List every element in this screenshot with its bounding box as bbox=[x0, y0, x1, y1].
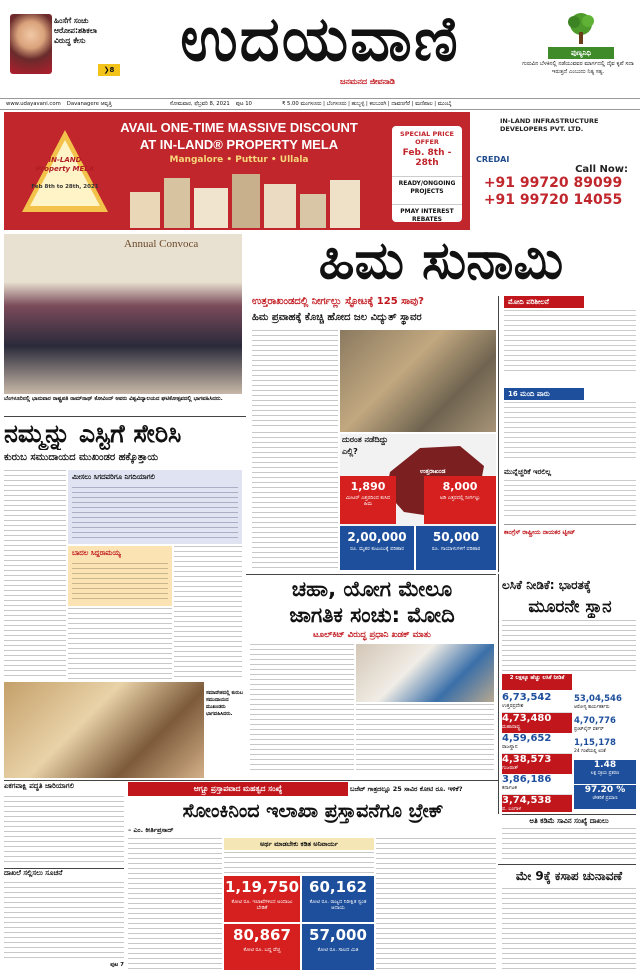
call-label: Call Now: bbox=[575, 164, 628, 175]
vaccine-state-row: 6,73,542 ಉತ್ತರಪ್ರದೇಶ bbox=[502, 692, 572, 713]
phone-2[interactable]: +91 99720 14055 bbox=[483, 192, 623, 208]
info-bar bbox=[0, 98, 640, 110]
special-offer-box bbox=[390, 124, 464, 224]
special-title: SPECIAL PRICE OFFER bbox=[400, 130, 454, 146]
teaser-text[interactable]: ಹಿಂಸೆಗೆ ಸಂಚು ಆರೋಪ:ಶಶಿಕಲಾ ವಿರುದ್ಧ ಕೇಸು bbox=[54, 16, 98, 45]
right-quote: ಗುರುವಿನ ಬೆಳಕಿನಲ್ಲಿ ನಡೆಯುವವರ ಮಾರ್ಗದಲ್ಲಿ ದೈವ ಕೃಪೆ ಸದಾ ಇರುತ್ತದೆ ಎಂಬುದು ನಿತ್ಯ ಸತ್ಯ. bbox=[522, 61, 634, 75]
budget-fig-1 bbox=[224, 876, 300, 922]
masthead bbox=[0, 0, 640, 98]
vaccine-body bbox=[502, 620, 636, 672]
stat-value-4: 50,000 bbox=[432, 530, 480, 544]
ad-badge-text: IN-LAND Property MELA bbox=[35, 156, 95, 173]
budget-fig-value: 60,162 bbox=[309, 878, 367, 896]
budget-fig-value: 1,19,750 bbox=[224, 878, 300, 896]
website-link[interactable]: www.udayavani.com bbox=[6, 101, 61, 107]
main-sub1: ಉತ್ತರಾಖಂಡದಲ್ಲಿ ನೀರ್ಗಲ್ಲು ಸ್ಫೋಟಕ್ಕೆ 125 ಸಾವು? bbox=[252, 296, 424, 307]
side-body-3 bbox=[504, 480, 636, 520]
budget-fig-3 bbox=[224, 924, 300, 970]
stat-value-3: 2,00,000 bbox=[347, 530, 407, 544]
kuruba-box2 bbox=[68, 546, 172, 606]
vaccine-headline-1: ಲಸಿಕೆ ನೀಡಿಕೆ: ಭಾರತಕ್ಕೆ bbox=[502, 578, 591, 592]
main-body-col1b bbox=[252, 432, 338, 572]
kasapa-headline: ಮೇ 9ಕ್ಕೆ ಕಸಾಪ ಚುನಾವಣೆ bbox=[515, 869, 623, 883]
ad-badge-dates: Feb 8th to 28th, 2021 bbox=[31, 184, 99, 190]
budget-fig-label: ಕೋಟಿ ರೂ. ಇಲಾಖೆಗಳಿಂದ ಅಂದಾಜು ಬೇಡಿಕೆ bbox=[231, 899, 293, 911]
price-label: ₹ 5.00 ಮಂಗಳೂರು | ಬೆಂಗಳೂರು | ಹುಬ್ಬಳ್ಳಿ | ಕಲಬುರಗಿ | ದಾವಣಗೆರೆ | ಮಣಿಪಾಲ | ಮುಂಬೈ bbox=[281, 101, 452, 107]
right-brand: ಪುಣ್ಯನಿಧಿ bbox=[548, 47, 614, 59]
vaccine-state-row: 4,59,652 ರಾಜಸ್ಥಾನ bbox=[502, 733, 572, 754]
budget-tag: ಆಗ್ಟ್ರೂ ಪ್ರಸ್ತಾಪವಾದ ಮಹತ್ವದ ಸಂಖ್ಯೆ bbox=[128, 782, 348, 796]
side-title-2: 16 ಮಂದಿ ಪಾರು bbox=[504, 388, 584, 400]
main-body-col1 bbox=[252, 330, 338, 430]
kuruba-body-a bbox=[4, 470, 66, 680]
lead-photo-caption: ಬೆಂಗಳೂರಿನಲ್ಲಿ ಭಾನುವಾರ ರಾಷ್ಟ್ರಪತಿ ರಾಮ್‌ನಾಥ್ ಕೋವಿಂದ್ ಅವರು ವಿಶ್ವವಿದ್ಯಾಲಯದ ಘಟಿಕೋತ್ಸವದಲ್ಲಿ ಭಾಗವಹಿಸಿದರು. bbox=[4, 396, 223, 402]
map-question: ದುರಂತ ನಡೆದಿದ್ದು ಎಲ್ಲಿ? bbox=[342, 435, 388, 456]
stat-box-2 bbox=[424, 476, 496, 524]
left-bottom-body-2 bbox=[4, 882, 124, 962]
stat-value-1: 1,890 bbox=[350, 480, 386, 493]
left-bottom-title-2: ದಾಖಲೆ ಸಲ್ಲಿಸಲು ಸೂಚನೆ bbox=[4, 868, 124, 880]
kuruba-photo bbox=[4, 682, 204, 778]
lead-photo bbox=[4, 234, 242, 394]
vaccine-headline-2: ಮೂರನೇ ಸ್ಥಾನ bbox=[528, 597, 612, 617]
ad-company-box bbox=[470, 112, 636, 230]
kuruba-box bbox=[68, 470, 242, 544]
ad-buildings bbox=[124, 170, 364, 228]
vaccine-total: 97.20 % ಚೇತರಿಕೆ ಪ್ರಮಾಣ bbox=[574, 784, 636, 809]
budget-box-intro bbox=[224, 852, 374, 874]
tree-icon bbox=[566, 12, 596, 46]
stat-label-2: ಅಡಿ ಎತ್ತರದಲ್ಲಿ ನೀರ್ಗಲ್ಲು bbox=[439, 495, 481, 501]
side-body-2 bbox=[504, 402, 636, 462]
ad-headline-1: AVAIL ONE-TIME MASSIVE DISCOUNT bbox=[120, 120, 358, 135]
kuruba-subhead: ಕುರುಬ ಸಮುದಾಯದ ಮುಖಂಡರ ಹಕ್ಕೊತ್ತಾಯ bbox=[4, 452, 159, 463]
masthead-title: ಉದಯವಾಣಿ bbox=[180, 2, 460, 75]
side-title-1: ಮೋದಿ ಪರಿಶೀಲನೆ bbox=[504, 296, 584, 308]
teaser-page-badge: ❯8 bbox=[98, 64, 120, 76]
date-label: ಸೋಮವಾರ, ಫೆಬ್ರವರಿ 8, 2021 bbox=[169, 101, 230, 107]
main-headline: ಹಿಮ ಸುನಾಮಿ bbox=[318, 231, 564, 291]
budget-fig-4 bbox=[302, 924, 374, 970]
budget-fig-label: ಕೋಟಿ ರೂ. ರಾಜ್ಯದ ನಿರೀಕ್ಷಿತ ಸ್ವಂತ ಆದಾಯ bbox=[309, 899, 367, 911]
vaccine-note-title: ಅತಿ ಕಡಿಮೆ ಸಾವಿನ ಸಂಖ್ಯೆ ದಾಖಲು bbox=[502, 814, 636, 826]
kuruba-box2-title: ಬಾದಲ ಸಿದ್ದರಾಮಯ್ಯ bbox=[72, 549, 121, 557]
budget-tag-2: ಬಜೆಟ್ ಗಾತ್ರದಲ್ಲೂ 25 ಸಾವಿರ ಕೋಟಿ ರೂ. ಇಳಿಕೆ? bbox=[350, 785, 463, 793]
masthead-tagline: ಜನಮನದ ಜೀವನಾಡಿ bbox=[340, 77, 395, 86]
modi-body-a bbox=[250, 644, 354, 772]
kasapa-body bbox=[502, 888, 636, 970]
vaccine-state-row: 4,38,573 ಗುಜರಾತ್ bbox=[502, 754, 572, 774]
budget-body-a bbox=[128, 838, 222, 970]
credai-logo: CREDAI bbox=[476, 155, 510, 164]
budget-fig-2 bbox=[302, 876, 374, 922]
vaccine-total: 53,04,546 ಆರೋಗ್ಯ ಕಾರ್ಯಕರ್ತರು bbox=[574, 694, 622, 710]
side-quote: ಕಾಂಗ್ರೆಸ್ ರಾಷ್ಟ್ರೀಯ ನಾಯಕರ ಟ್ವೀಟ್ bbox=[504, 524, 636, 570]
budget-body-b bbox=[376, 838, 496, 970]
kuruba-photo-caption: ಸಮಾವೇಶದಲ್ಲಿ ಕುರುಬ ಸಮುದಾಯದ ಮುಖಂಡರು ಭಾಗವಹಿಸಿದರು. bbox=[206, 690, 243, 717]
vaccine-top-badge: 2 ಲಕ್ಷಕ್ಕೂ ಹೆಚ್ಚು ಲಸಿಕೆ ನೀಡಿಕೆ bbox=[502, 674, 572, 690]
kuruba-body-c bbox=[174, 546, 242, 680]
ad-headline-2: AT IN-LAND® PROPERTY MELA bbox=[139, 137, 339, 152]
vaccine-state-row: 4,73,480 ಮಹಾರಾಷ್ಟ್ರ bbox=[502, 713, 572, 733]
kuruba-body-b bbox=[68, 608, 172, 680]
ad-locations: Mangalore • Puttur • Ullala bbox=[169, 155, 309, 165]
pmay-rebates: PMAY INTEREST REBATES bbox=[392, 204, 462, 224]
vaccine-state-row: 3,74,538 ಪ. ಬಂಗಾಳ bbox=[502, 795, 572, 812]
side-body-1 bbox=[504, 310, 636, 374]
kuruba-box-title: ಮೀಸಲು ಸಿಗದವರಿಗೂ ನಿಗದಿಯಾಗಲಿ bbox=[72, 473, 155, 481]
main-sub2: ಹಿಮ ಪ್ರವಾಹಕ್ಕೆ ಕೊಚ್ಚಿ ಹೋದ ಜಲ ವಿದ್ಯುತ್ ಸ್ಥಾವರ bbox=[252, 312, 422, 323]
vaccine-state-list bbox=[502, 692, 572, 812]
modi-headline-1: ಚಹಾ, ಯೋಗ ಮೇಲೂ bbox=[291, 577, 453, 601]
budget-fig-value: 80,867 bbox=[233, 926, 291, 944]
special-dates: Feb. 8th - 28th bbox=[402, 148, 452, 168]
edition-label: Davanagere ಆವೃತ್ತಿ bbox=[66, 101, 112, 107]
budget-box-title: ಅರ್ಥ ಮಾಡಬೇಕು ಕಡಿತ ಅನಿವಾರ್ಯ bbox=[224, 838, 374, 850]
vaccine-total: 1.48 ಲಕ್ಷ ಸಕ್ರಿಯ ಪ್ರಕರಣ bbox=[574, 760, 636, 784]
left-bottom-page-ref[interactable]: ಪುಟ 7 bbox=[110, 962, 124, 968]
kuruba-headline: ನಮ್ಮನ್ನು ಎಸ್ಟಿಗೆ ಸೇರಿಸಿ bbox=[4, 419, 182, 448]
vaccine-total: 4,70,776 ಫ್ರಂಟ್‌ಲೈನ್ ವರ್ಕರ್ bbox=[574, 716, 616, 732]
pages-label: ಪುಟ 10 bbox=[235, 101, 252, 107]
left-bottom-title-1: ಏಕಗವಾಕ್ಷಿ ಪದ್ಧತಿ ಜಾರಿಯಾಗಲಿ bbox=[4, 782, 75, 790]
side-title-3: ಮುನ್ನೆಚ್ಚರಿಕೆ ಇರಲಿಲ್ಲ bbox=[504, 468, 552, 476]
property-ad[interactable] bbox=[4, 112, 636, 230]
budget-byline: – ಎಂ. ಕೀರ್ತಿಪ್ರಸಾದ್ bbox=[128, 826, 174, 834]
map-state-label: ಉತ್ತರಾಖಂಡ bbox=[420, 468, 446, 475]
stat-box-1 bbox=[340, 476, 396, 524]
stat-value-2: 8,000 bbox=[442, 480, 478, 493]
modi-photo bbox=[356, 644, 494, 702]
modi-subhead: ಟೂಲ್‌ಕಿಟ್ ವಿರುದ್ಧ ಪ್ರಧಾನಿ ಖಡಕ್ ಮಾತು bbox=[313, 630, 431, 640]
teaser-photo bbox=[10, 14, 52, 74]
budget-fig-label: ಕೋಟಿ ರೂ. ಸಾಲದ ಮಿತಿ bbox=[317, 947, 359, 953]
stat-box-3 bbox=[340, 526, 414, 570]
company-name: IN-LAND INFRASTRUCTURE DEVELOPERS PVT. LTD. bbox=[500, 117, 599, 133]
vaccine-total: 1,15,178 24 ಗಂಟೆಯಲ್ಲಿ ಲಸಿಕೆ bbox=[574, 738, 616, 754]
stat-label-1: ಮೀಟರ್ ಎತ್ತರದಿಂದ ಕುಸಿದ ಹಿಮ bbox=[345, 495, 391, 507]
left-bottom-body-1 bbox=[4, 796, 124, 866]
budget-headline: ಸೋಂಕಿನಿಂದ ಇಲಾಖಾ ಪ್ರಸ್ತಾವನೆಗೂ ಬ್ರೇಕ್ bbox=[182, 800, 444, 822]
vaccine-state-row: 3,86,186 ಕರ್ನಾಟಕ bbox=[502, 774, 572, 795]
stat-label-3: ರೂ. ಮೃತರ ಕುಟುಂಬಕ್ಕೆ ಪರಿಹಾರ bbox=[350, 546, 404, 552]
modi-body-b bbox=[356, 704, 494, 772]
modi-headline-2: ಜಾಗತಿಕ ಸಂಚು: ಮೋದಿ bbox=[289, 603, 455, 627]
photo-banner: Annual Convoca bbox=[124, 238, 199, 250]
phone-1[interactable]: +91 99720 89099 bbox=[483, 175, 623, 191]
vaccine-note-body bbox=[502, 828, 636, 862]
ready-projects: READY/ONGOING PROJECTS bbox=[392, 176, 462, 196]
vaccine-totals bbox=[574, 694, 636, 812]
budget-fig-value: 57,000 bbox=[309, 926, 367, 944]
stat-label-4: ರೂ. ಗಾಯಾಳುಗಳಿಗೆ ಪರಿಹಾರ bbox=[431, 546, 481, 552]
flood-photo bbox=[340, 330, 496, 432]
stat-box-4 bbox=[416, 526, 496, 570]
budget-fig-label: ಕೋಟಿ ರೂ. ಬದ್ಧ ವೆಚ್ಚ bbox=[243, 947, 281, 953]
